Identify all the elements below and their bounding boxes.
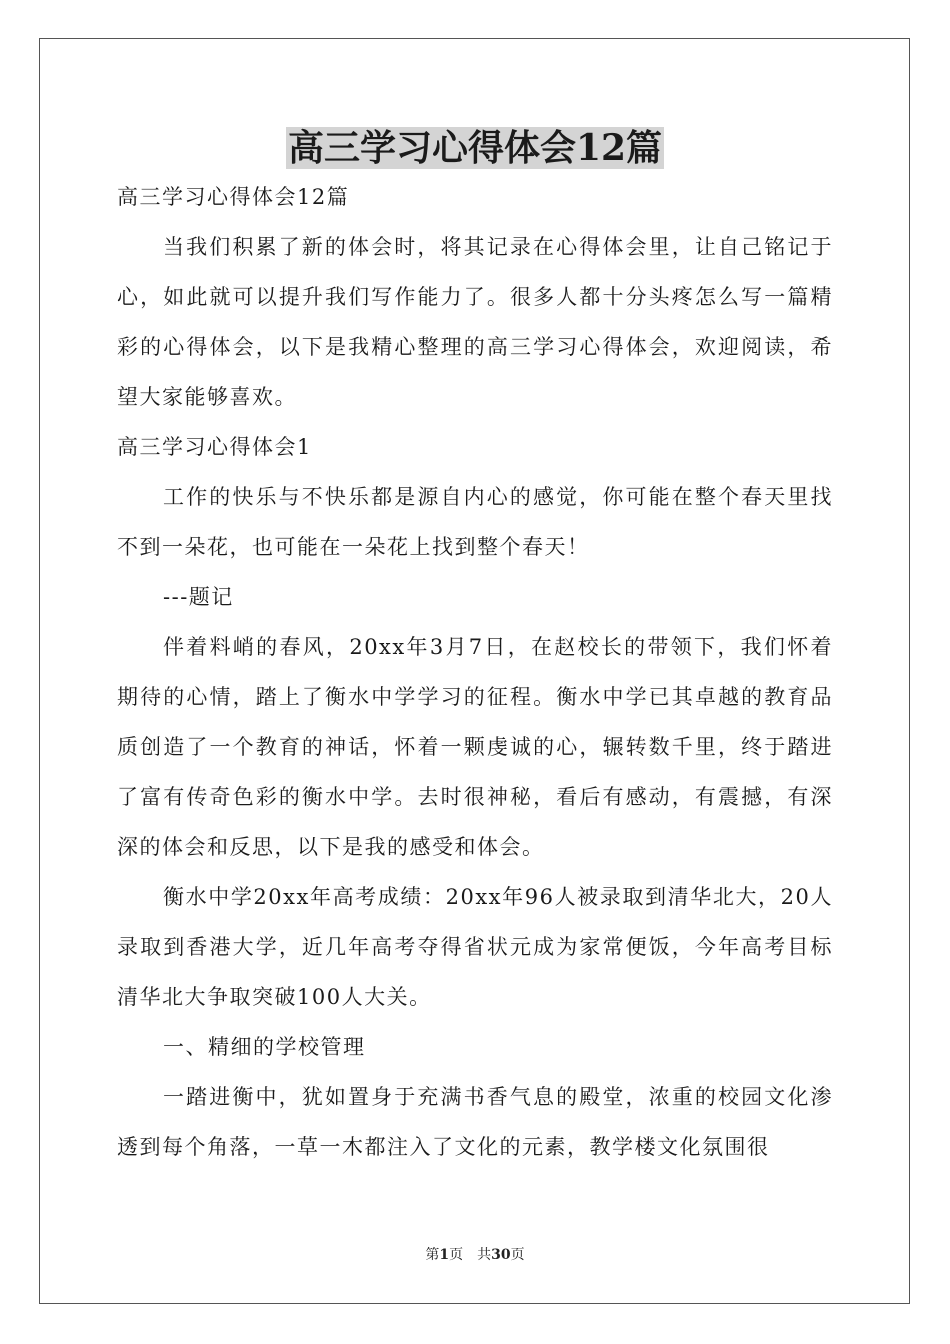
document-title xyxy=(0,124,950,172)
paragraph: 高三学习心得体会12篇 xyxy=(117,185,350,209)
subsection-heading: 一、精细的学校管理 xyxy=(163,1035,366,1059)
paragraph: 一踏进衡中，犹如置身于充满书香气息的殿堂，浓重的校园文化渗透到每个角落，一草一木都注入了文化的元素，教学楼文化氛围很 xyxy=(117,1085,833,1159)
paragraph: 工作的快乐与不快乐都是源自内心的感觉，你可能在整个春天里找不到一朵花，也可能在一朵花上找到整个春天！ xyxy=(117,485,833,559)
page-number: 1 xyxy=(439,1247,450,1263)
total-pages: 30 xyxy=(491,1247,511,1263)
page-prefix: 第 xyxy=(425,1247,440,1263)
paragraph: 衡水中学20xx年高考成绩：20xx年96人被录取到清华北大，20人录取到香港大学，近几年高考夺得省状元成为家常便饭，今年高考目标清华北大争取突破100人大关。 xyxy=(117,885,833,1009)
document-title-text: 高三学习心得体会12篇 xyxy=(287,127,663,169)
section-heading: 高三学习心得体会1 xyxy=(117,435,312,459)
document-body xyxy=(117,172,833,1172)
total-prefix: 共 xyxy=(477,1247,492,1263)
page-footer xyxy=(0,1245,950,1265)
page-suffix: 页 xyxy=(449,1247,464,1263)
paragraph: 当我们积累了新的体会时，将其记录在心得体会里，让自己铭记于心，如此就可以提升我们写作能力了。很多人都十分头疼怎么写一篇精彩的心得体会，以下是我精心整理的高三学习心得体会，欢迎阅读，希望大家能够喜欢。 xyxy=(117,235,833,409)
epigraph-attribution: ---题记 xyxy=(163,585,234,609)
paragraph: 伴着料峭的春风，20xx年3月7日，在赵校长的带领下，我们怀着期待的心情，踏上了衡水中学学习的征程。衡水中学已其卓越的教育品质创造了一个教育的神话，怀着一颗虔诚的心，辗转数千里，终于踏进了富有传奇色彩的衡水中学。去时很神秘，看后有感动，有震撼，有深深的体会和反思，以下是我的感受和体会。 xyxy=(117,635,833,859)
total-suffix: 页 xyxy=(510,1247,525,1263)
